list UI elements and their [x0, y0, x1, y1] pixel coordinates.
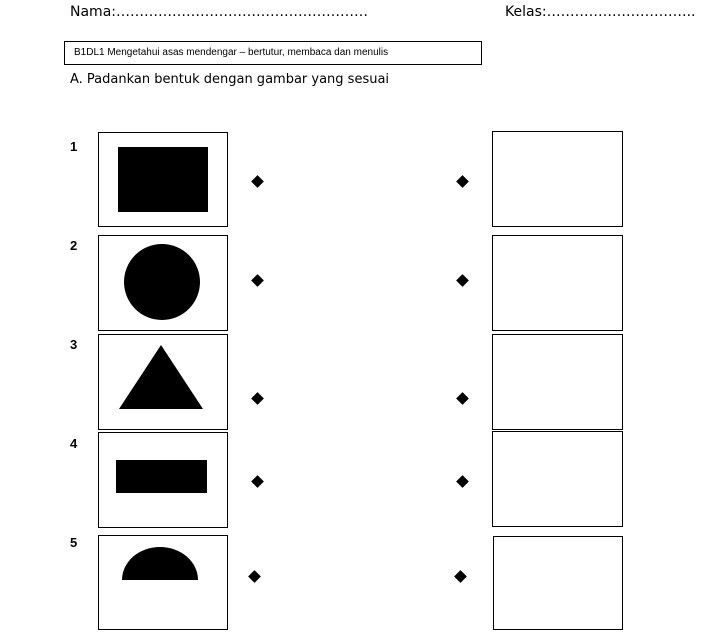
item-number-5: 5 — [70, 535, 78, 550]
answer-box-4[interactable] — [492, 431, 623, 527]
shape-picture-box-4 — [98, 432, 228, 528]
match-dot-right-2[interactable] — [456, 274, 469, 287]
class-field-label: Kelas:………………………….. — [505, 4, 696, 20]
item-number-2: 2 — [70, 238, 78, 253]
circle-shape-icon — [99, 236, 227, 330]
answer-box-1[interactable] — [492, 131, 623, 227]
match-dot-left-5[interactable] — [248, 570, 261, 583]
name-field-label: Nama:……………………………………………… — [70, 4, 368, 20]
item-number-1: 1 — [70, 139, 78, 154]
item-number-4: 4 — [70, 436, 78, 451]
match-dot-right-3[interactable] — [456, 392, 469, 405]
match-dot-right-4[interactable] — [456, 475, 469, 488]
match-dot-right-1[interactable] — [456, 175, 469, 188]
match-dot-right-5[interactable] — [454, 570, 467, 583]
shape-picture-box-1 — [98, 132, 228, 227]
item-number-3: 3 — [70, 337, 78, 352]
rectangle-shape-icon — [99, 433, 227, 527]
shape-picture-box-3 — [98, 334, 228, 430]
match-dot-left-4[interactable] — [251, 475, 264, 488]
answer-box-5[interactable] — [493, 536, 623, 630]
answer-box-3[interactable] — [492, 334, 623, 430]
learning-objective-box: B1DL1 Mengetahui asas mendengar – bertutur, membaca dan menulis — [64, 41, 482, 65]
shape-picture-box-5 — [98, 535, 228, 630]
square-shape-icon — [99, 133, 227, 226]
match-dot-left-2[interactable] — [251, 274, 264, 287]
match-dot-left-1[interactable] — [251, 175, 264, 188]
triangle-shape-icon — [99, 335, 227, 429]
match-dot-left-3[interactable] — [251, 392, 264, 405]
answer-box-2[interactable] — [492, 235, 623, 331]
semicircle-shape-icon — [99, 536, 227, 629]
instruction-text: A. Padankan bentuk dengan gambar yang sesuai — [70, 72, 390, 87]
shape-picture-box-2 — [98, 235, 228, 331]
